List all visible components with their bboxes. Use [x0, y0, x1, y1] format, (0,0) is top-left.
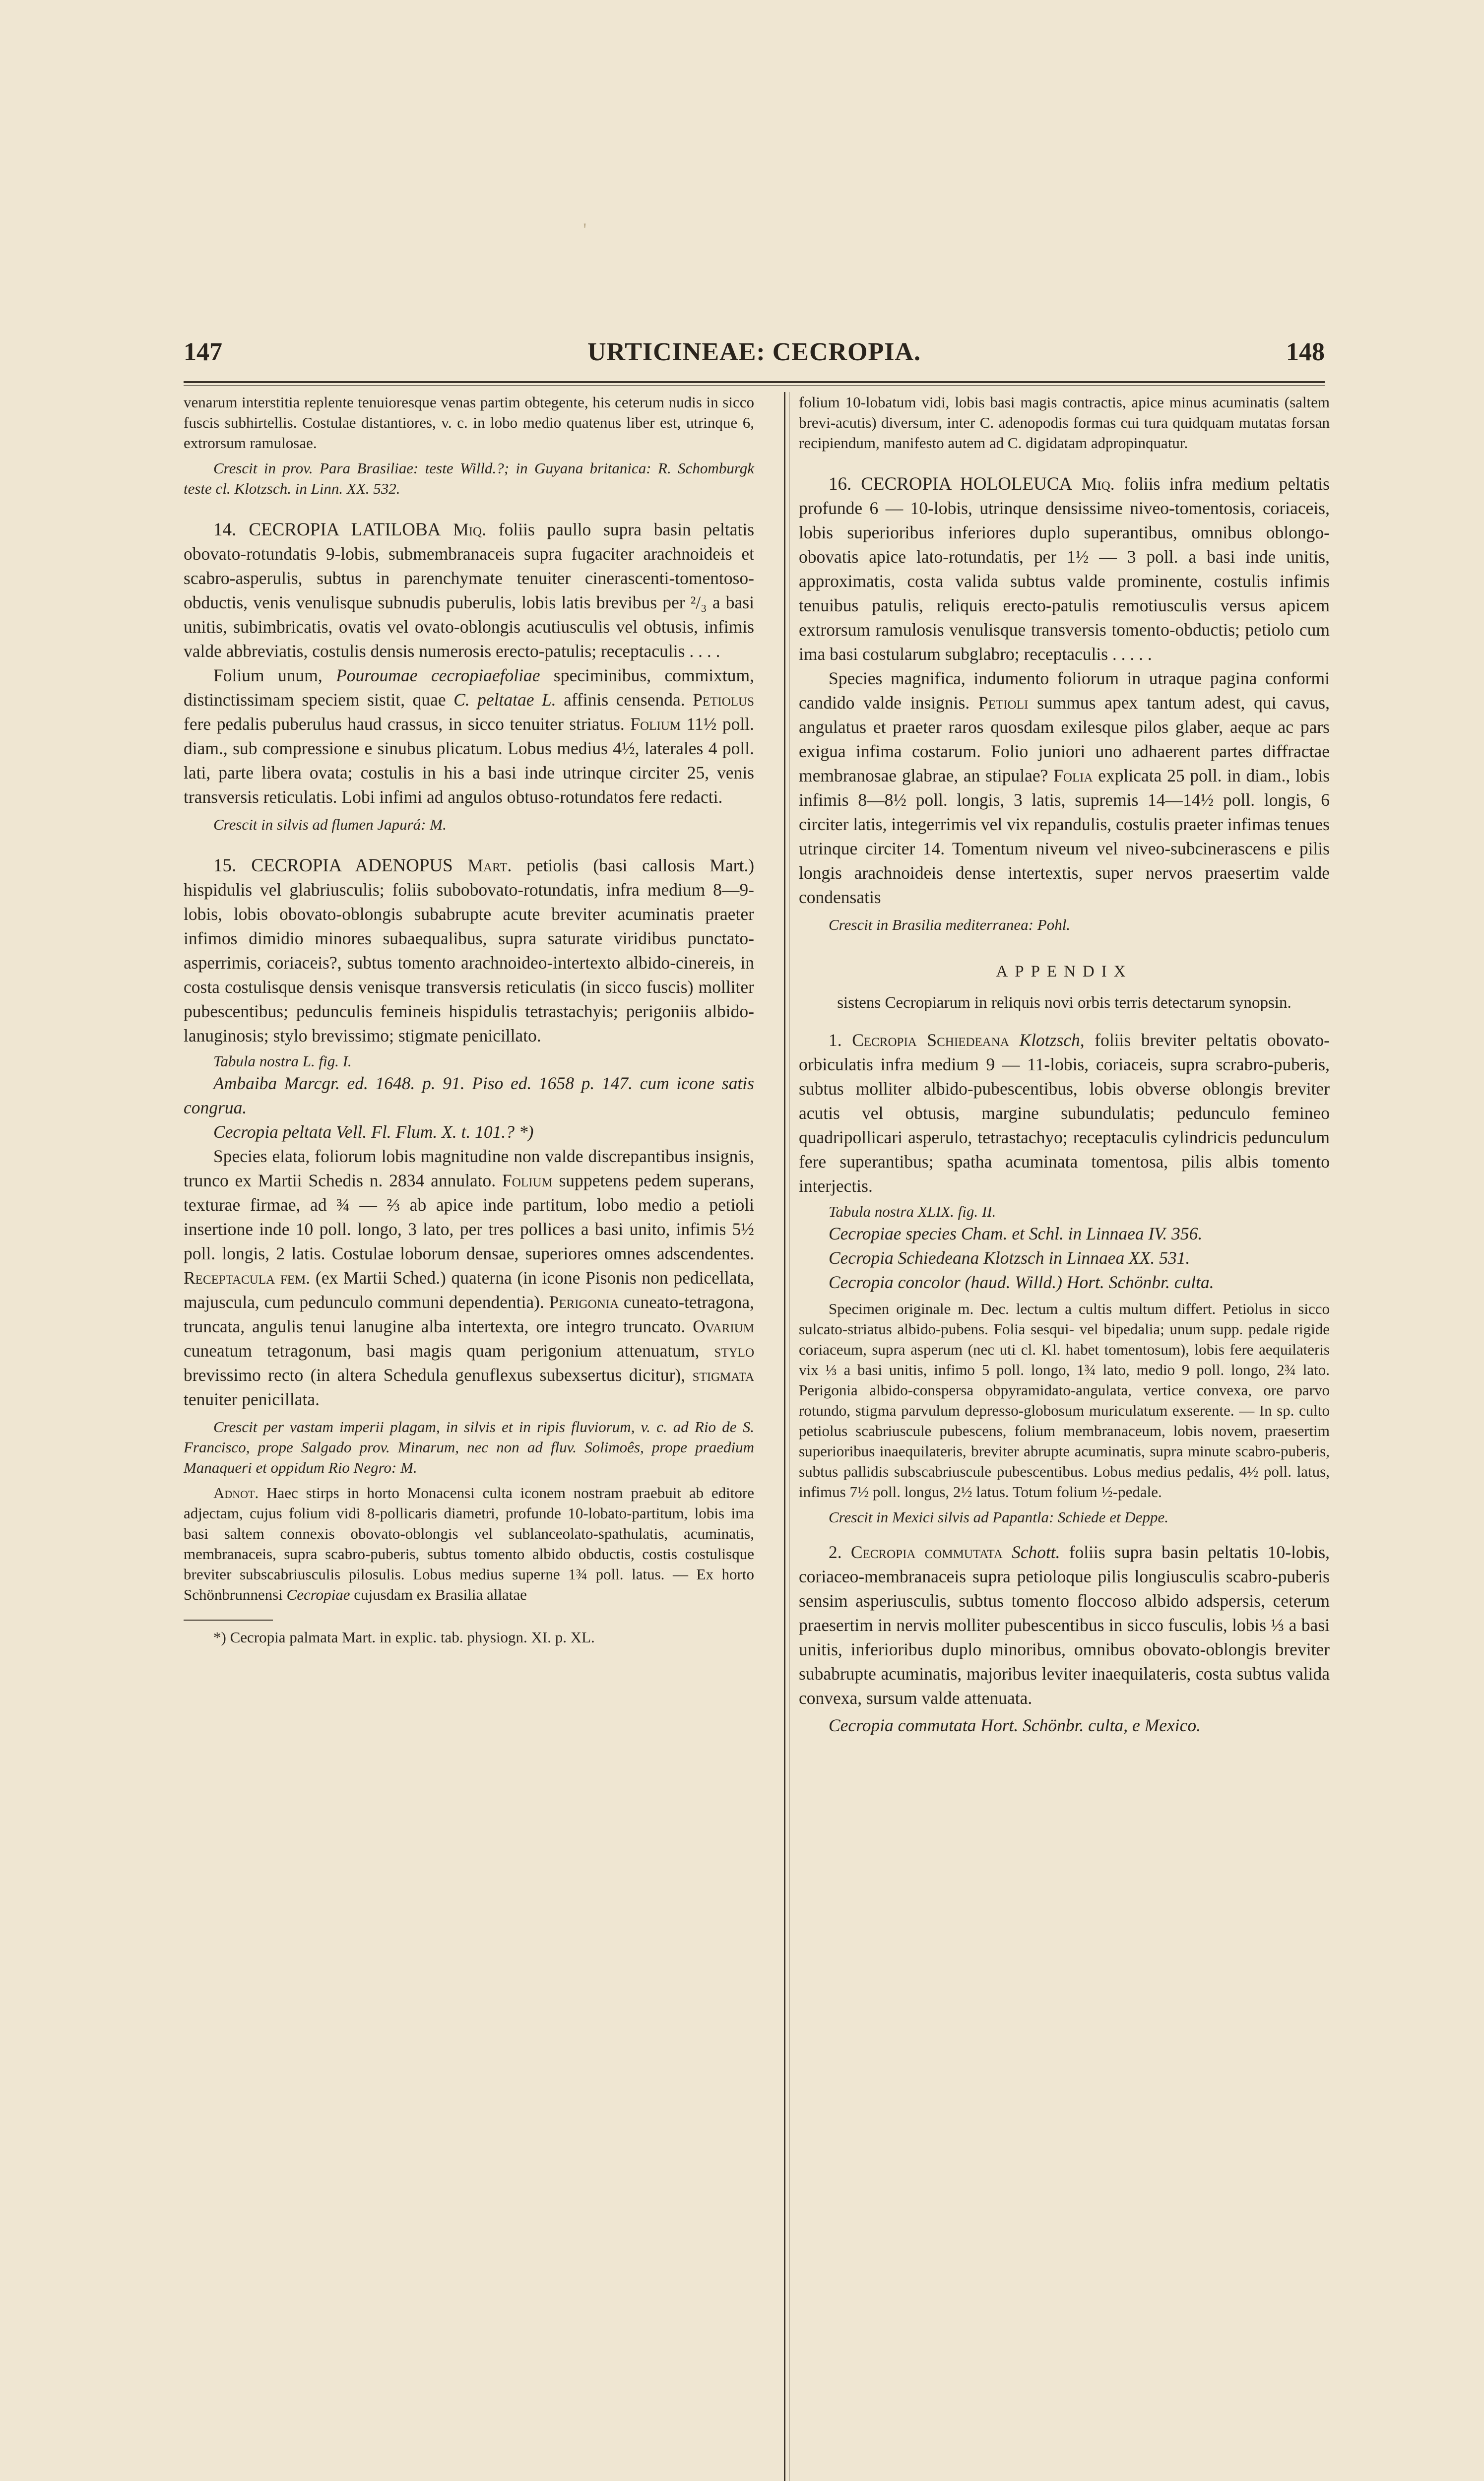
page-number-right: 148: [1286, 338, 1325, 366]
page-number-left: 147: [184, 338, 222, 366]
text: Pouroumae cecropiaefoliae: [336, 665, 540, 685]
text: cujusdam ex Brasilia allatae: [354, 1586, 527, 1603]
species-15-plate: Tabula nostra L. fig. I.: [213, 1052, 352, 1070]
species-15-entry: [184, 853, 754, 1048]
text: (ex Martii Sched.) quaterna (in icone Pisonis non pedicellata, majuscula, cum pedunculo communi dependentia).: [184, 1268, 754, 1312]
term: Adnot.: [213, 1484, 259, 1502]
diagnosis: foliis supra basin peltatis 10-lobis, coriaceo-membranaceis supra petioloque pilis longiusculis scabro-puberis sensim asperiusculis, subtus tomento floccoso albido adspersis, ceterum praesertim in nervis molliter pubescentibus in sicco fusculis, lobis ⅓ a basi unitis, inferioribus duplo minoribus, omnibus obovato-oblongis breviter subabrupte acuminatis, majoribus leviter inaequilateris, costa subtus valida convexa, sursum valde attenuata.: [799, 1542, 1330, 1708]
right-column: [799, 392, 1330, 1738]
term: Petioli: [978, 693, 1029, 713]
text: 11½ poll. diam., sub compressione e sinubus plicatum. Lobus medius 4½, laterales 4 poll. lati, parte libera ovata; costulis in his a basi inde utrinque circiter 25, venis transversis reticulatis. Lobi infimi ad angulos obtuso-rotundatos fere redacti.: [184, 714, 755, 807]
species-16-locality: Crescit in Brasilia mediterranea: Pohl.: [829, 916, 1071, 933]
species-15-description: [184, 1144, 754, 1412]
species-16-title: 16. CECROPIA HOLOLEUCA: [829, 474, 1073, 494]
appendix-1-synonym: Cecropia Schiedeana Klotzsch in Linnaea XX. 531.: [829, 1248, 1190, 1268]
term: Folia: [1053, 766, 1093, 785]
paragraph: venarum interstitia replente tenuioresque venas partim obtegente, his ceterum nudis in sicco fuscis subhirtellis. Costulae distantiores, v. c. in lobo medio quatenus liber est, utrinque 6, extrorsum ramulosae.: [184, 393, 754, 452]
author: Klotzsch,: [1019, 1030, 1085, 1050]
text: explicata 25 poll. in diam., lobis infimis 8—8½ poll. longis, 3 latis, supremis 14—14½ poll. longis, 6 circiter latis, integerrimis vel vix repandulis, costulis praeter infimas tenues utrinque circiter 14. Tomentum niveum vel niveo-subcinerascens e pilis longis arachnoideis dense intertextis, super nervos praesertim valde condensatis: [799, 766, 1330, 907]
species-14-title: 14. CECROPIA LATILOBA: [213, 520, 441, 540]
appendix-1-synonym: Cecropia concolor (haud. Willd.) Hort. Schönbr. culta.: [829, 1272, 1214, 1292]
term: Receptacula fem.: [184, 1268, 311, 1288]
species-14-locality: Crescit in silvis ad flumen Japurá: M.: [213, 816, 447, 833]
text: cuneato-tetragona, truncata, angulis tenui lanugine alba intertexta, ore integro truncato.: [184, 1292, 755, 1336]
species-15-author: Mart.: [467, 855, 512, 875]
term: stylo: [714, 1341, 754, 1361]
term: Ovarium: [693, 1316, 755, 1336]
left-column: [184, 392, 754, 1647]
appendix-subtitle: sistens Cecropiarum in reliquis novi orbis terris detectarum synopsin.: [837, 994, 1291, 1012]
running-title: URTICINEAE: CECROPIA.: [587, 338, 921, 366]
species-name: Cecropia Schiedeana: [852, 1030, 1009, 1050]
appendix-species-1: [799, 1028, 1330, 1198]
paragraph: folium 10-lobatum vidi, lobis basi magis contractis, apice minus acuminatis (saltem brevi-acutis) diversum, inter C. adenopodis formas cui tura quidquam mutatas forsan recipiendum, manifesto autem ad C. digidatam adpropinquatur.: [799, 393, 1330, 452]
footnote-rule: [184, 1620, 273, 1621]
appendix-1-note: Specimen originale m. Dec. lectum a cultis multum differt. Petiolus in sicco sulcato-striatus albido-pubens. Folia sesqui- vel bipedalia; unum supp. pedale rigide coriaceum, supra asperum (nec uti cl. Kl. habet tomentosum), lobis fere aequilateris vix ⅓ a basi unitis, infimo 5 poll. longo, 1¾ lato, medio 9 poll. longo, 2¾ lato. Perigonia albido-conspersa obpyramidato-angulata, vertice convexa, ore parvo rotundo, stigma parvulum depresso-globosum muriculatum exserente. — In sp. culto petiolus scabriuscule pubescens, folium membranaceum, lobis novem, praesertim superioribus inaequilateris, breviter abrupte acuminatis, supra minute scabro-puberis, subtus pallidis subscabriuscule pubescentibus. Lobus medius pedalis, 4½ poll. latus, infimus 7½ poll. longus, 2½ latus. Totum folium ½-pedale.: [799, 1300, 1330, 1501]
species-15-synonym: Ambaiba Marcgr. ed. 1648. p. 91. Piso ed. 1658 p. 147. cum icone satis congrua.: [184, 1073, 754, 1117]
species-16-author: Miq.: [1081, 474, 1115, 494]
term: Perigonia: [549, 1292, 619, 1312]
appendix-heading: APPENDIX: [996, 963, 1133, 980]
species-14-description: [184, 663, 754, 809]
header-rule-thin: [184, 385, 1325, 386]
text: 2.: [829, 1542, 842, 1562]
species-14-diagnosis: foliis paullo supra basin peltatis obovato-rotundatis 9-lobis, submembranaceis supra fugaciter arachnoideis et scabro-asperulis, subtus in parenchymate tenuiter cinerascenti-tomentoso-obductis, venis venulisque subnudis puberulis, lobis latis brevibus per ²/₃ a basi unitis, subimbricatis, ovatis vel ovato-oblongis acutiusculis vel obtusis, infimis valde abbreviatis, costulis densis numerosis erecto-patulis; receptaculis . . . .: [184, 520, 755, 661]
text: Cecropiae: [286, 1586, 350, 1603]
text: Haec stirps in horto Monacensi culta iconem nostram praebuit ab editore adjectam, cujus folium vidi 8-pollicaris diametri, profunde 10-lobato-partitum, lobis ima basi saltem connexis obovato-oblongis vel sublanceolato-spathulatis, acuminatis, membranaceis, supra scabro-puberis, subtus tomento albido obductis, costis costulisque breviter subscabriusculis pilosulis. Lobus medius superne 1¾ poll. latus. — Ex horto Schönbrunnensi: [184, 1484, 754, 1603]
text: fere pedalis puberulus haud crassus, in sicco tenuiter striatus.: [184, 714, 625, 734]
species-16-entry: [799, 472, 1330, 666]
species-15-locality: Crescit per vastam imperii plagam, in silvis et in ripis fluviorum, v. c. ad Rio de S. Francisco, prope Salgado prov. Minarum, nec non ad fluv. Solimoês, prope praedium Manaqueri et oppidum Rio Negro: M.: [184, 1418, 754, 1476]
species-16-diagnosis: foliis infra medium peltatis profunde 6 — 10-lobis, utrinque densissime niveo-tomentosis, coriaceis, lobis superioribus inferiores duplo superantibus, omnibus oblongo-obovatis apice lato-rotundatis, per 1½ — 3 poll. a basi inde unitis, approximatis, costa valida subtus valde prominente, costulis infimis tenuibus patulis, reliquis erecto-patulis remotiusculis versus apicem extrorsum ramulosis venulisque transversis tomento-obductis; petiolo cum ima basi costularum subglabro; receptaculis . . . . .: [799, 474, 1330, 664]
term: Folium: [630, 714, 681, 734]
text: C. peltatae L.: [453, 690, 556, 710]
header-rule: [184, 381, 1325, 383]
appendix-1-locality: Crescit in Mexici silvis ad Papantla: Schiede et Deppe.: [829, 1508, 1168, 1526]
text: speciminibus, commixtum, distinctissimam speciem sistit, quae: [184, 665, 754, 710]
appendix-1-synonym: Cecropiae species Cham. et Schl. in Linnaea IV. 356.: [829, 1224, 1203, 1243]
species-15-diagnosis: petiolis (basi callosis Mart.) hispidulis vel glabriusculis; foliis subobovato-rotundatis, infra medium 8—9-lobis, lobis obovato-oblongis subabrupte acute breviter acuminatis praeter infimos dimidio minores subaequalibus, supra saturate viridibus punctato-asperrimis, coriaceis?, subtus tomento arachnoideo-intertexto albido-cinereis, in costa costulisque densis venisque transversis reticulatis (in sicco fuscis) molliter pubescentibus; pedunculis femineis hispidulis tetrastachyis; perigoniis albido-lanuginosis; stylo brevissimo; stigmate penicillato.: [184, 855, 755, 1045]
text: cuneatum tetragonum, basi magis quam perigonium attenuatum,: [184, 1341, 700, 1361]
term: Petiolus: [693, 690, 755, 710]
page-mark: ': [583, 219, 587, 241]
text: Species magnifica, indumento foliorum in utraque pagina conformi candido valde insignis.: [799, 668, 1330, 713]
term: Folium: [502, 1171, 553, 1190]
species-name: Cecropia commutata: [850, 1542, 1003, 1562]
page-header: [184, 337, 1325, 382]
species-15-synonym: Cecropia peltata Vell. Fl. Flum. X. t. 101.? *): [213, 1122, 534, 1142]
text: summus apex tantum adest, qui cavus, angulatus et praeter raros quosdam exilesque pilos glaber, aeque ac pars exigua infima costarum. Folio juniori uno adhaerent partes diffractae membranosae glabrae, an stipulae?: [799, 693, 1330, 785]
species-16-description: [799, 666, 1330, 910]
text: tenuiter penicillata.: [184, 1389, 320, 1409]
text: brevissimo recto (in altera Schedula genuflexus subexsertus dicitur),: [184, 1365, 686, 1385]
footnote: *) Cecropia palmata Mart. in explic. tab. physiogn. XI. p. XL.: [213, 1629, 595, 1646]
column-divider: [784, 392, 785, 2481]
diagnosis: foliis breviter peltatis obovato-orbiculatis infra medium 9 — 11-lobis, coriaceis, supra scrabro-puberis, subtus molliter albido-pubescentibus, lobis obverse oblongis breviter acutis vel obtusis, margine subundulatis; pedunculo femineo quadripollicari asperulo, tetrastachyo; receptaculis cylindricis pedunculum fere superantibus; spatha acuminata tomentosa, pilis albis tomento interjectis.: [799, 1030, 1330, 1196]
author: Schott.: [1011, 1542, 1060, 1562]
appendix-1-plate: Tabula nostra XLIX. fig. II.: [829, 1203, 996, 1220]
appendix-2-culture: Cecropia commutata Hort. Schönbr. culta, e Mexico.: [829, 1715, 1201, 1735]
text: Species elata, foliorum lobis magnitudine non valde discrepantibus insignis, trunco ex Martii Schedis n. 2834 annulato.: [184, 1146, 754, 1190]
species-14-entry: [184, 518, 754, 663]
term: stigmata: [692, 1365, 754, 1385]
text: 1.: [829, 1030, 842, 1050]
species-14-author: Miq.: [453, 520, 486, 539]
species-15-title: 15. CECROPIA ADENOPUS: [213, 855, 453, 876]
text: suppetens pedem superans, texturae firmae, ad ¾ — ⅔ ab apice inde partitum, lobo medio a petioli insertione inde 10 poll. longo, 3 lato, per tres pollices a basi unito, infimis 5½ poll. longis, 2 latis. Costulae loborum densae, superiores omnes adscendentes.: [184, 1171, 755, 1263]
text: affinis censenda.: [564, 690, 685, 710]
text: Folium unum,: [213, 665, 323, 685]
species-15-annotation: [184, 1483, 754, 1605]
appendix-species-2: [799, 1540, 1330, 1710]
locality-note: Crescit in prov. Para Brasiliae: teste Willd.?; in Guyana britanica: R. Schomburgk teste cl. Klotzsch. in Linn. XX. 532.: [184, 459, 754, 497]
